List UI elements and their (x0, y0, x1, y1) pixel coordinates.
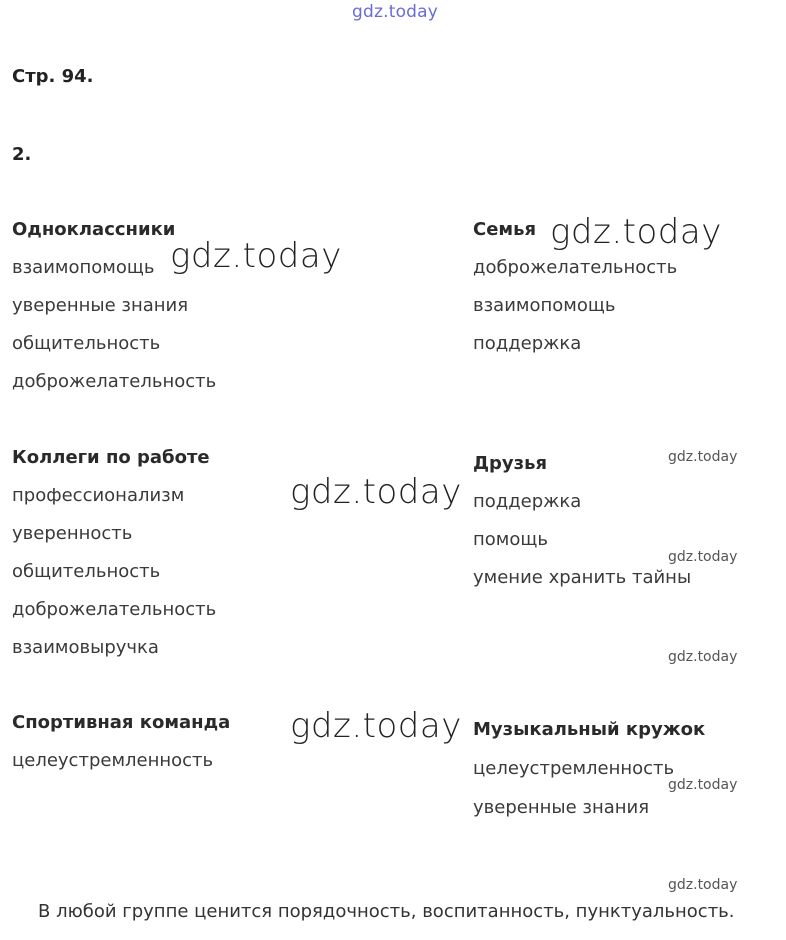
group-friends (473, 445, 691, 597)
conclusion-text: В любой группе ценится порядочность, воспитанность, пунктуальность. (38, 901, 735, 922)
watermark-small: gdz.today (668, 549, 738, 565)
list-item: доброжелательность (12, 371, 217, 392)
group-title: Семья (473, 219, 537, 240)
list-item: доброжелательность (473, 257, 678, 278)
header-watermark: gdz.today (352, 2, 439, 22)
group-title: Друзья (473, 453, 548, 474)
watermark-small: gdz.today (668, 649, 738, 665)
group-colleagues (12, 439, 216, 667)
list-item: уверенные знания (12, 295, 189, 316)
list-item: уверенность (12, 523, 133, 544)
list-item: взаимопомощь (12, 257, 155, 278)
group-title: Спортивная команда (12, 712, 231, 733)
list-item: доброжелательность (12, 599, 217, 620)
task-number: 2. (12, 144, 32, 165)
list-item: целеустремленность (12, 750, 214, 771)
list-item: поддержка (473, 491, 582, 512)
group-items (12, 477, 216, 667)
watermark: gdz.today (290, 472, 462, 512)
page-reference: Стр. 94. (12, 66, 94, 87)
list-item: помощь (473, 529, 548, 550)
group-items (473, 483, 691, 597)
list-item: профессионализм (12, 485, 185, 506)
list-item: целеустремленность (473, 758, 675, 779)
list-item: взаимопомощь (473, 295, 616, 316)
group-music-club (473, 710, 705, 827)
group-items (12, 742, 230, 780)
watermark-small: gdz.today (668, 777, 738, 793)
watermark-small: gdz.today (668, 877, 738, 893)
list-item: умение хранить тайны (473, 567, 692, 588)
group-title: Музыкальный кружок (473, 719, 706, 740)
group-title: Одноклассники (12, 219, 176, 240)
watermark: gdz.today (290, 706, 462, 746)
group-title: Коллеги по работе (12, 447, 210, 468)
group-sports-team (12, 704, 230, 780)
list-item: общительность (12, 561, 161, 582)
watermark: gdz.today (170, 236, 342, 276)
list-item: взаимовыручка (12, 637, 159, 658)
group-items (473, 249, 677, 363)
list-item: общительность (12, 333, 161, 354)
watermark-small: gdz.today (668, 449, 738, 465)
watermark: gdz.today (550, 212, 722, 252)
list-item: уверенные знания (473, 797, 650, 818)
list-item: поддержка (473, 333, 582, 354)
